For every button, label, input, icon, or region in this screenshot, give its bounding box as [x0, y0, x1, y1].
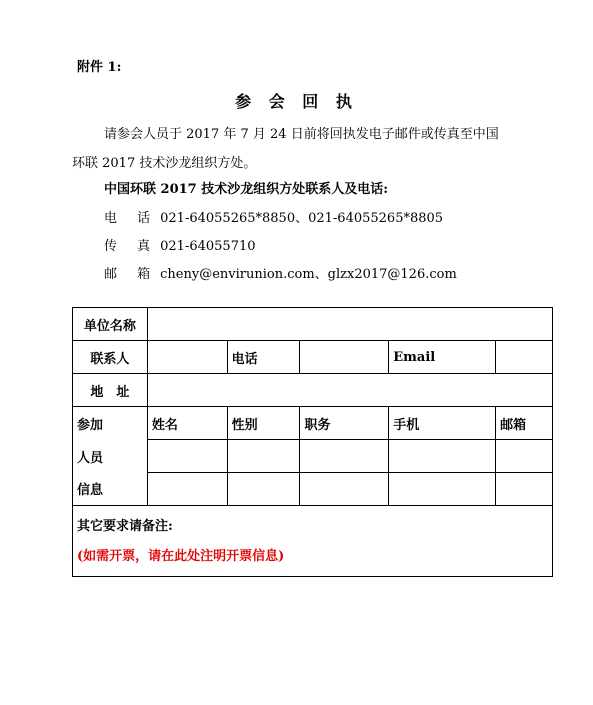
- attachment-label: 附件 1:: [77, 60, 122, 75]
- notes-field[interactable]: [73, 506, 553, 577]
- contact-fax-value: 021-64055710: [160, 239, 256, 254]
- unit-name-field[interactable]: [147, 308, 552, 341]
- participant-mobile-field[interactable]: [389, 473, 496, 506]
- participant-mobile-field[interactable]: [389, 440, 496, 473]
- contact-fax-label: 传 真: [104, 239, 159, 254]
- phone-label: 电话: [227, 341, 300, 374]
- address-row: [73, 374, 553, 407]
- address-label: 地 址: [73, 374, 148, 407]
- participant-row: [73, 473, 553, 506]
- intro-line-2: 环联 2017 技术沙龙组织方处。: [72, 156, 257, 171]
- contact-email-label: 邮 箱: [104, 267, 159, 282]
- page-title: 参 会 回 执: [235, 92, 358, 111]
- contact-person-row: [73, 341, 553, 374]
- contact-email-value: cheny@envirunion.com、glzx2017@126.com: [160, 267, 457, 282]
- participant-row: [73, 440, 553, 473]
- participant-email-field[interactable]: [496, 440, 553, 473]
- contact-phone-value: 021-64055265*8850、021-64055265*8805: [160, 211, 444, 226]
- participant-name-field[interactable]: [147, 473, 227, 506]
- phone-field[interactable]: [300, 341, 389, 374]
- col-mobile-header: 手机: [389, 407, 496, 440]
- email-label: Email: [389, 341, 496, 374]
- participant-position-field[interactable]: [300, 473, 389, 506]
- participants-label-2: 人员: [73, 440, 148, 473]
- participant-name-field[interactable]: [147, 440, 227, 473]
- invoice-note: (如需开票，请在此处注明开票信息): [77, 549, 285, 564]
- participants-label-1: 参加: [73, 407, 148, 440]
- email-field[interactable]: [496, 341, 553, 374]
- contact-fax: [104, 235, 256, 254]
- participants-header-row: [73, 407, 553, 440]
- col-gender-header: 性别: [227, 407, 300, 440]
- address-field[interactable]: [147, 374, 552, 407]
- unit-name-row: [73, 308, 553, 341]
- contact-phone: [104, 207, 443, 226]
- registration-form-table: [72, 307, 553, 577]
- participant-gender-field[interactable]: [227, 440, 300, 473]
- notes-row: [73, 506, 553, 577]
- unit-name-label: 单位名称: [73, 308, 148, 341]
- contact-person-field[interactable]: [147, 341, 227, 374]
- intro-line-1: 请参会人员于 2017 年 7 月 24 日前将回执发电子邮件或传真至中国: [104, 127, 499, 142]
- participant-position-field[interactable]: [300, 440, 389, 473]
- col-position-header: 职务: [300, 407, 389, 440]
- participants-label-3: 信息: [73, 473, 148, 506]
- contact-person-label: 联系人: [73, 341, 148, 374]
- contact-heading: 中国环联 2017 技术沙龙组织方处联系人及电话:: [104, 182, 389, 197]
- contact-phone-label: 电 话: [104, 211, 159, 226]
- notes-label: 其它要求请备注:: [77, 519, 173, 534]
- participant-gender-field[interactable]: [227, 473, 300, 506]
- col-name-header: 姓名: [147, 407, 227, 440]
- participant-email-field[interactable]: [496, 473, 553, 506]
- col-email-header: 邮箱: [496, 407, 553, 440]
- contact-email: [104, 263, 457, 282]
